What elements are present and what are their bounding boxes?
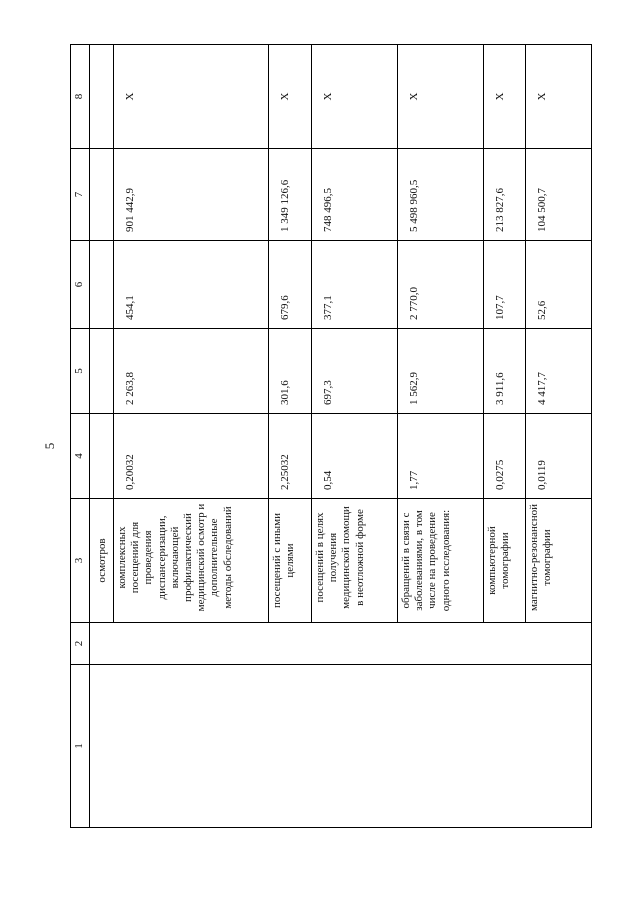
table-cell: X — [484, 45, 526, 149]
table-cell: 377,1 — [312, 241, 398, 329]
data-table — [70, 44, 592, 828]
table-cell: 2,25032 — [269, 414, 312, 499]
table-cell: осмотров — [90, 499, 114, 623]
table-row — [90, 45, 114, 828]
table-cell: 679,6 — [269, 241, 312, 329]
table-cell — [90, 623, 592, 665]
table-cell — [90, 149, 114, 241]
table-cell: 0,0275 — [484, 414, 526, 499]
column-header: 4 — [71, 414, 90, 499]
table-cell — [90, 329, 114, 414]
column-header: 8 — [71, 45, 90, 149]
table-cell: 697,3 — [312, 329, 398, 414]
column-header: 1 — [71, 665, 90, 828]
table-cell — [90, 45, 114, 149]
table-cell: 5 498 960,5 — [398, 149, 484, 241]
table-cell: 454,1 — [114, 241, 269, 329]
table-cell — [90, 665, 592, 828]
table-cell: 3 911,6 — [484, 329, 526, 414]
table-cell: комплексных посещений для проведения диспансеризации, включающей профилактический медицинский осмотр и дополнительные методы обследований — [114, 499, 269, 623]
table-cell — [90, 414, 114, 499]
table-cell: 2 770,0 — [398, 241, 484, 329]
table-cell: X — [526, 45, 592, 149]
table-cell: 748 496,5 — [312, 149, 398, 241]
table-cell: 52,6 — [526, 241, 592, 329]
column-header: 5 — [71, 329, 90, 414]
column-header: 2 — [71, 623, 90, 665]
table-cell: 301,6 — [269, 329, 312, 414]
table-cell: X — [398, 45, 484, 149]
table-cell: магнитно-резонансной томографии — [526, 499, 592, 623]
table-cell: 0,20032 — [114, 414, 269, 499]
table-cell: 104 500,7 — [526, 149, 592, 241]
table-cell: обращений в связи с заболеваниями, в том числе на проведение одного исследования: — [398, 499, 484, 623]
column-number-row — [71, 45, 90, 828]
column-header: 3 — [71, 499, 90, 623]
table-cell: 2 263,8 — [114, 329, 269, 414]
table-cell: 4 417,7 — [526, 329, 592, 414]
table-cell: компьютерной томографии — [484, 499, 526, 623]
table-cell — [90, 241, 114, 329]
table-cell: 107,7 — [484, 241, 526, 329]
table-cell: 0,0119 — [526, 414, 592, 499]
column-header: 6 — [71, 241, 90, 329]
table-cell: посещений в целях получения медицинской помощи в неотложной форме — [312, 499, 398, 623]
table-cell: X — [269, 45, 312, 149]
table-cell: X — [312, 45, 398, 149]
table-cell: 1 349 126,6 — [269, 149, 312, 241]
table-cell: посещений с иными целями — [269, 499, 312, 623]
table-cell: X — [114, 45, 269, 149]
rotated-table-wrapper — [70, 45, 590, 828]
table-cell: 1 562,9 — [398, 329, 484, 414]
column-header: 7 — [71, 149, 90, 241]
table-cell: 1,77 — [398, 414, 484, 499]
table-cell: 0,54 — [312, 414, 398, 499]
table-cell: 213 827,6 — [484, 149, 526, 241]
page-number: 5 — [42, 442, 57, 450]
table-cell: 901 442,9 — [114, 149, 269, 241]
